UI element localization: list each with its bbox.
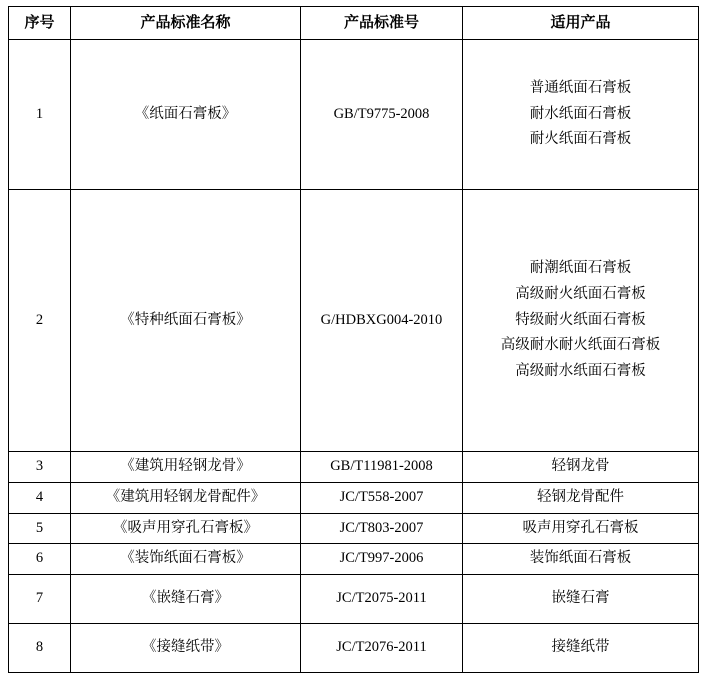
applicable-product-item: 耐水纸面石膏板 (529, 105, 632, 122)
product-standards-table (8, 6, 699, 673)
cell-standard-code: G/HDBXG004-2010 (301, 190, 463, 452)
cell-no: 3 (9, 452, 71, 483)
table-row (9, 452, 699, 483)
table-row (9, 513, 699, 544)
cell-standard-code: JC/T2075-2011 (301, 575, 463, 624)
column-header-no: 序号 (9, 7, 71, 40)
cell-standard-name: 《特种纸面石膏板》 (71, 190, 301, 452)
cell-applicable-product (463, 190, 699, 452)
cell-standard-name: 《建筑用轻钢龙骨》 (71, 452, 301, 483)
cell-no: 4 (9, 482, 71, 513)
applicable-product-item: 轻钢龙骨 (551, 458, 610, 474)
cell-applicable-product (463, 624, 699, 673)
cell-no: 1 (9, 40, 71, 190)
cell-standard-name: 《装饰纸面石膏板》 (71, 544, 301, 575)
applicable-product-item: 嵌缝石膏 (551, 590, 610, 607)
applicable-product-item: 耐火纸面石膏板 (529, 131, 632, 148)
cell-no: 6 (9, 544, 71, 575)
table-body (9, 40, 699, 673)
table-row (9, 482, 699, 513)
cell-standard-code: JC/T2076-2011 (301, 624, 463, 673)
table-header-row (9, 7, 699, 40)
cell-standard-code: JC/T997-2006 (301, 544, 463, 575)
column-header-applicable-product: 适用产品 (463, 7, 699, 40)
cell-standard-code: GB/T9775-2008 (301, 40, 463, 190)
cell-applicable-product (463, 513, 699, 544)
cell-applicable-product (463, 40, 699, 190)
applicable-product-item: 轻钢龙骨配件 (537, 488, 624, 505)
document-page (0, 6, 706, 699)
applicable-product-item: 接缝纸带 (551, 639, 610, 656)
cell-applicable-product (463, 452, 699, 483)
cell-applicable-product (463, 575, 699, 624)
cell-no: 2 (9, 190, 71, 452)
applicable-product-item: 高级耐水耐火纸面石膏板 (500, 337, 661, 354)
table-row (9, 624, 699, 673)
table-row (9, 544, 699, 575)
cell-no: 5 (9, 513, 71, 544)
applicable-product-item: 特级耐火纸面石膏板 (515, 311, 646, 328)
applicable-product-item: 耐潮纸面石膏板 (529, 260, 632, 277)
cell-standard-code: GB/T11981-2008 (301, 452, 463, 483)
applicable-product-item: 吸声用穿孔石膏板 (522, 519, 639, 536)
cell-standard-code: JC/T558-2007 (301, 482, 463, 513)
cell-standard-name: 《吸声用穿孔石膏板》 (71, 513, 301, 544)
cell-applicable-product (463, 544, 699, 575)
cell-standard-code: JC/T803-2007 (301, 513, 463, 544)
cell-no: 7 (9, 575, 71, 624)
table-header (9, 7, 699, 40)
applicable-product-item: 普通纸面石膏板 (529, 79, 632, 96)
cell-standard-name: 《嵌缝石膏》 (71, 575, 301, 624)
column-header-standard-name: 产品标准名称 (71, 7, 301, 40)
cell-no: 8 (9, 624, 71, 673)
applicable-product-item: 装饰纸面石膏板 (529, 550, 632, 567)
cell-standard-name: 《建筑用轻钢龙骨配件》 (71, 482, 301, 513)
table-row (9, 40, 699, 190)
table-row (9, 575, 699, 624)
cell-applicable-product (463, 482, 699, 513)
column-header-standard-code: 产品标准号 (301, 7, 463, 40)
cell-standard-name: 《纸面石膏板》 (71, 40, 301, 190)
cell-standard-name: 《接缝纸带》 (71, 624, 301, 673)
applicable-product-item: 高级耐水纸面石膏板 (515, 363, 646, 380)
table-row (9, 190, 699, 452)
applicable-product-item: 高级耐火纸面石膏板 (515, 285, 646, 302)
